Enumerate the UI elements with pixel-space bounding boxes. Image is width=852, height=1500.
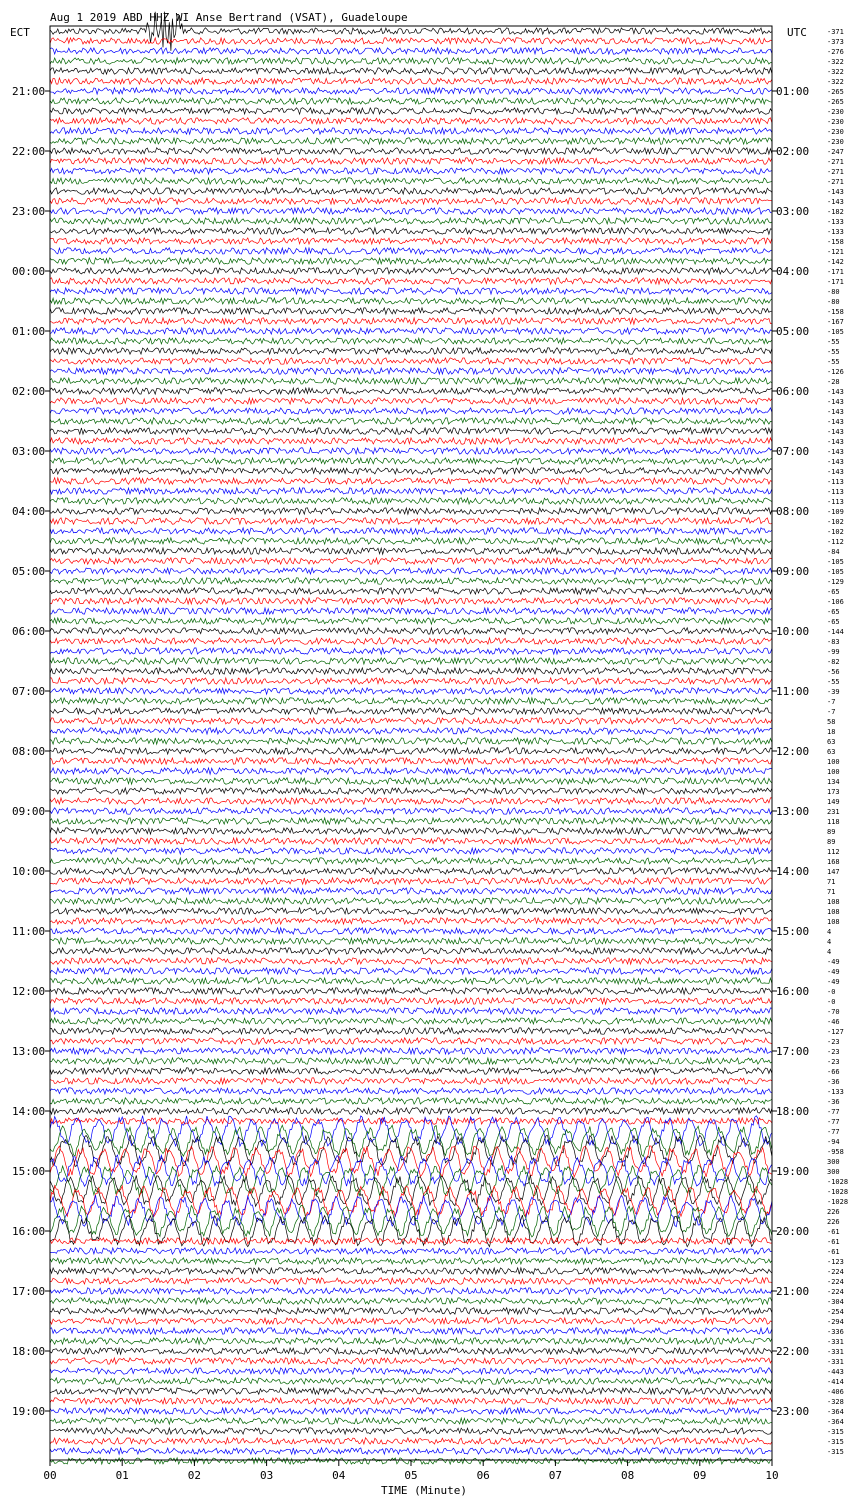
left-timezone-label: ECT <box>10 26 30 39</box>
right-hour-label: 20:00 <box>776 1225 810 1238</box>
x-tick-label: 08 <box>620 1469 635 1482</box>
left-hour-label: 01:00 <box>12 325 46 338</box>
trace-offset-label: -331 <box>827 1358 844 1366</box>
right-hour-label: 06:00 <box>776 385 810 398</box>
trace-offset-label: -143 <box>827 188 844 196</box>
right-hour-label: 21:00 <box>776 1285 810 1298</box>
trace-offset-label: -171 <box>827 268 844 276</box>
trace-offset-label: -55 <box>827 678 840 686</box>
trace-offset-label: -55 <box>827 348 840 356</box>
trace-offset-label: -322 <box>827 68 844 76</box>
trace-offset-label: -1028 <box>827 1198 849 1206</box>
right-hour-label: 18:00 <box>776 1105 810 1118</box>
trace-offset-label: 300 <box>827 1158 840 1166</box>
left-hour-label: 12:00 <box>12 985 46 998</box>
trace-offset-label: -105 <box>827 568 844 576</box>
right-hour-label: 01:00 <box>776 85 810 98</box>
trace-offset-label: -113 <box>827 488 844 496</box>
trace-offset-label: -65 <box>827 588 840 596</box>
trace-offset-label: -23 <box>827 1038 840 1046</box>
trace-offset-label: 63 <box>827 748 836 756</box>
trace-offset-label: -265 <box>827 98 844 106</box>
x-tick-label: 10 <box>765 1469 779 1482</box>
trace-offset-label: -143 <box>827 448 844 456</box>
trace-offset-label: -143 <box>827 198 844 206</box>
trace-offset-label: -0 <box>827 988 836 996</box>
trace-offset-label: -61 <box>827 1228 840 1236</box>
trace-offset-label: -230 <box>827 138 844 146</box>
trace-offset-label: -23 <box>827 1058 840 1066</box>
trace-offset-label: -113 <box>827 478 844 486</box>
trace-offset-label: -121 <box>827 248 844 256</box>
trace-offset-label: -142 <box>827 258 844 266</box>
trace-offset-label: 112 <box>827 848 840 856</box>
trace-offset-label: 4 <box>827 938 832 946</box>
x-tick-label: 05 <box>404 1469 418 1482</box>
trace-offset-label: 100 <box>827 758 840 766</box>
trace-offset-label: 4 <box>827 948 832 956</box>
x-tick-label: 09 <box>693 1469 707 1482</box>
x-tick-label: 07 <box>548 1469 563 1482</box>
trace-offset-label: 18 <box>827 728 836 736</box>
right-hour-label: 03:00 <box>776 205 810 218</box>
trace-offset-label: -167 <box>827 318 844 326</box>
trace-offset-label: -230 <box>827 128 844 136</box>
trace-offset-label: -331 <box>827 1338 844 1346</box>
trace-offset-label: -99 <box>827 648 840 656</box>
left-hour-label: 07:00 <box>12 685 46 698</box>
trace-offset-label: 58 <box>827 718 836 726</box>
left-hour-label: 21:00 <box>12 85 46 98</box>
trace-offset-label: -271 <box>827 178 844 186</box>
trace-offset-label: -144 <box>827 628 844 636</box>
trace-offset-label: -406 <box>827 1388 844 1396</box>
right-hour-label: 19:00 <box>776 1165 810 1178</box>
trace-offset-label: -958 <box>827 1148 844 1156</box>
trace-offset-label: -28 <box>827 378 840 386</box>
trace-offset-label: -1028 <box>827 1178 849 1186</box>
trace-offset-label: -143 <box>827 398 844 406</box>
trace-offset-label: -102 <box>827 518 844 526</box>
trace-offset-label: -143 <box>827 428 844 436</box>
right-hour-label: 05:00 <box>776 325 810 338</box>
trace-offset-label: -294 <box>827 1318 844 1326</box>
x-tick-label: 00 <box>43 1469 57 1482</box>
trace-offset-label: -102 <box>827 528 844 536</box>
right-hour-label: 02:00 <box>776 145 810 158</box>
trace-offset-label: -443 <box>827 1368 844 1376</box>
trace-offset-label: 118 <box>827 818 840 826</box>
trace-offset-label: 71 <box>827 888 836 896</box>
left-hour-label: 13:00 <box>12 1045 46 1058</box>
trace-offset-label: -113 <box>827 498 844 506</box>
trace-offset-label: -126 <box>827 368 844 376</box>
trace-offset-label: -61 <box>827 1248 840 1256</box>
trace-offset-label: 89 <box>827 838 836 846</box>
trace-offset-label: -158 <box>827 308 844 316</box>
right-hour-label: 23:00 <box>776 1405 810 1418</box>
trace-offset-label: -49 <box>827 958 840 966</box>
right-hour-label: 15:00 <box>776 925 810 938</box>
trace-offset-label: -80 <box>827 298 840 306</box>
trace-offset-label: -143 <box>827 468 844 476</box>
trace-offset-label: 4 <box>827 928 832 936</box>
left-hour-label: 23:00 <box>12 205 46 218</box>
trace-offset-label: -123 <box>827 1258 844 1266</box>
right-hour-label: 04:00 <box>776 265 810 278</box>
left-hour-label: 03:00 <box>12 445 46 458</box>
trace-offset-label: -336 <box>827 1328 844 1336</box>
x-tick-label: 02 <box>187 1469 202 1482</box>
trace-offset-label: -224 <box>827 1268 844 1276</box>
trace-offset-label: -127 <box>827 1028 844 1036</box>
trace-offset-label: -66 <box>827 1068 840 1076</box>
trace-offset-label: -133 <box>827 218 844 226</box>
left-hour-label: 11:00 <box>12 925 46 938</box>
trace-offset-label: -105 <box>827 558 844 566</box>
trace-offset-label: 147 <box>827 868 840 876</box>
trace-offset-label: -373 <box>827 38 844 46</box>
trace-offset-label: -80 <box>827 288 840 296</box>
trace-offset-label: -39 <box>827 688 840 696</box>
trace-offset-label: -83 <box>827 638 840 646</box>
trace-offset-label: 100 <box>827 768 840 776</box>
left-hour-label: 04:00 <box>12 505 46 518</box>
trace-offset-label: -1028 <box>827 1188 849 1196</box>
right-hour-label: 08:00 <box>776 505 810 518</box>
trace-offset-label: -254 <box>827 1308 844 1316</box>
trace-offset-label: -133 <box>827 1088 844 1096</box>
trace-offset-label: -77 <box>827 1128 840 1136</box>
left-hour-label: 09:00 <box>12 805 46 818</box>
trace-offset-label: 226 <box>827 1218 840 1226</box>
trace-offset-label: -112 <box>827 538 844 546</box>
trace-offset-label: -276 <box>827 48 844 56</box>
trace-offset-label: -7 <box>827 698 836 706</box>
trace-offset-label: 71 <box>827 878 836 886</box>
trace-offset-label: -55 <box>827 358 840 366</box>
trace-offset-label: -182 <box>827 208 844 216</box>
x-tick-label: 06 <box>476 1469 490 1482</box>
trace-offset-label: -224 <box>827 1288 844 1296</box>
trace-offset-label: -315 <box>827 1438 844 1446</box>
trace-offset-label: -331 <box>827 1348 844 1356</box>
right-hour-label: 12:00 <box>776 745 810 758</box>
trace-offset-label: -77 <box>827 1108 840 1116</box>
trace-offset-label: -158 <box>827 238 844 246</box>
left-hour-label: 00:00 <box>12 265 46 278</box>
trace-offset-label: -129 <box>827 578 844 586</box>
trace-offset-label: -65 <box>827 608 840 616</box>
trace-offset-label: -143 <box>827 408 844 416</box>
left-hour-label: 10:00 <box>12 865 46 878</box>
right-hour-label: 09:00 <box>776 565 810 578</box>
trace-offset-label: -364 <box>827 1408 844 1416</box>
trace-offset-label: 231 <box>827 808 840 816</box>
trace-offset-label: -304 <box>827 1298 844 1306</box>
trace-offset-label: -77 <box>827 1118 840 1126</box>
right-hour-label: 10:00 <box>776 625 810 638</box>
trace-offset-label: -143 <box>827 388 844 396</box>
x-tick-label: 03 <box>259 1469 274 1482</box>
chart-title: Aug 1 2019 ABD HHZ WI Anse Bertrand (VSAT), Guadeloupe <box>50 11 408 24</box>
left-hour-label: 22:00 <box>12 145 46 158</box>
x-axis-title: TIME (Minute) <box>380 1484 468 1497</box>
left-hour-label: 05:00 <box>12 565 46 578</box>
trace-offset-label: -94 <box>827 1138 840 1146</box>
trace-offset-label: -271 <box>827 168 844 176</box>
trace-offset-label: -23 <box>827 1048 840 1056</box>
trace-offset-label: -328 <box>827 1398 844 1406</box>
trace-offset-label: 108 <box>827 908 840 916</box>
right-hour-label: 22:00 <box>776 1345 810 1358</box>
trace-offset-label: -315 <box>827 1428 844 1436</box>
trace-offset-label: -171 <box>827 278 844 286</box>
trace-offset-label: -224 <box>827 1278 844 1286</box>
left-hour-label: 16:00 <box>12 1225 46 1238</box>
trace-offset-label: 173 <box>827 788 840 796</box>
trace-offset-label: -46 <box>827 1018 840 1026</box>
trace-offset-label: -133 <box>827 228 844 236</box>
trace-offset-label: -7 <box>827 708 836 716</box>
trace-offset-label: -322 <box>827 78 844 86</box>
trace-offset-label: -84 <box>827 548 840 556</box>
left-hour-label: 17:00 <box>12 1285 46 1298</box>
trace-offset-label: -143 <box>827 438 844 446</box>
trace-offset-label: -143 <box>827 458 844 466</box>
trace-offset-label: -106 <box>827 598 844 606</box>
trace-offset-label: -61 <box>827 1238 840 1246</box>
trace-offset-label: -414 <box>827 1378 844 1386</box>
trace-offset-label: -109 <box>827 508 844 516</box>
trace-offset-label: 300 <box>827 1168 840 1176</box>
right-hour-label: 11:00 <box>776 685 810 698</box>
trace-offset-label: -36 <box>827 1098 840 1106</box>
left-hour-label: 08:00 <box>12 745 46 758</box>
left-hour-label: 06:00 <box>12 625 46 638</box>
trace-offset-label: -56 <box>827 668 840 676</box>
trace-offset-label: -49 <box>827 978 840 986</box>
trace-offset-label: -364 <box>827 1418 844 1426</box>
trace-offset-label: 89 <box>827 828 836 836</box>
right-timezone-label: UTC <box>787 26 807 39</box>
trace-offset-label: -55 <box>827 338 840 346</box>
right-hour-label: 16:00 <box>776 985 810 998</box>
trace-offset-label: -371 <box>827 28 844 36</box>
trace-offset-label: 108 <box>827 918 840 926</box>
trace-offset-label: -230 <box>827 108 844 116</box>
right-hour-label: 07:00 <box>776 445 810 458</box>
trace-offset-label: 168 <box>827 858 840 866</box>
trace-offset-label: -230 <box>827 118 844 126</box>
trace-offset-label: -322 <box>827 58 844 66</box>
left-hour-label: 14:00 <box>12 1105 46 1118</box>
trace-offset-label: -36 <box>827 1078 840 1086</box>
trace-offset-label: -0 <box>827 998 836 1006</box>
right-hour-label: 13:00 <box>776 805 810 818</box>
trace-offset-label: 63 <box>827 738 836 746</box>
left-hour-label: 02:00 <box>12 385 46 398</box>
trace-offset-label: -65 <box>827 618 840 626</box>
trace-offset-label: -271 <box>827 158 844 166</box>
x-tick-label: 01 <box>115 1469 129 1482</box>
trace-offset-label: -70 <box>827 1008 840 1016</box>
left-hour-label: 18:00 <box>12 1345 46 1358</box>
trace-offset-label: 226 <box>827 1208 840 1216</box>
trace-offset-label: 134 <box>827 778 840 786</box>
right-hour-label: 14:00 <box>776 865 810 878</box>
left-hour-label: 19:00 <box>12 1405 46 1418</box>
right-hour-label: 17:00 <box>776 1045 810 1058</box>
x-tick-label: 04 <box>332 1469 346 1482</box>
trace-offset-label: -105 <box>827 328 844 336</box>
trace-offset-label: -315 <box>827 1448 844 1456</box>
trace-offset-label: -49 <box>827 968 840 976</box>
trace-offset-label: -247 <box>827 148 844 156</box>
trace-offset-label: 149 <box>827 798 840 806</box>
left-hour-label: 15:00 <box>12 1165 46 1178</box>
trace-offset-label: -82 <box>827 658 840 666</box>
trace-offset-label: 108 <box>827 898 840 906</box>
trace-offset-label: -265 <box>827 88 844 96</box>
trace-offset-label: -143 <box>827 418 844 426</box>
